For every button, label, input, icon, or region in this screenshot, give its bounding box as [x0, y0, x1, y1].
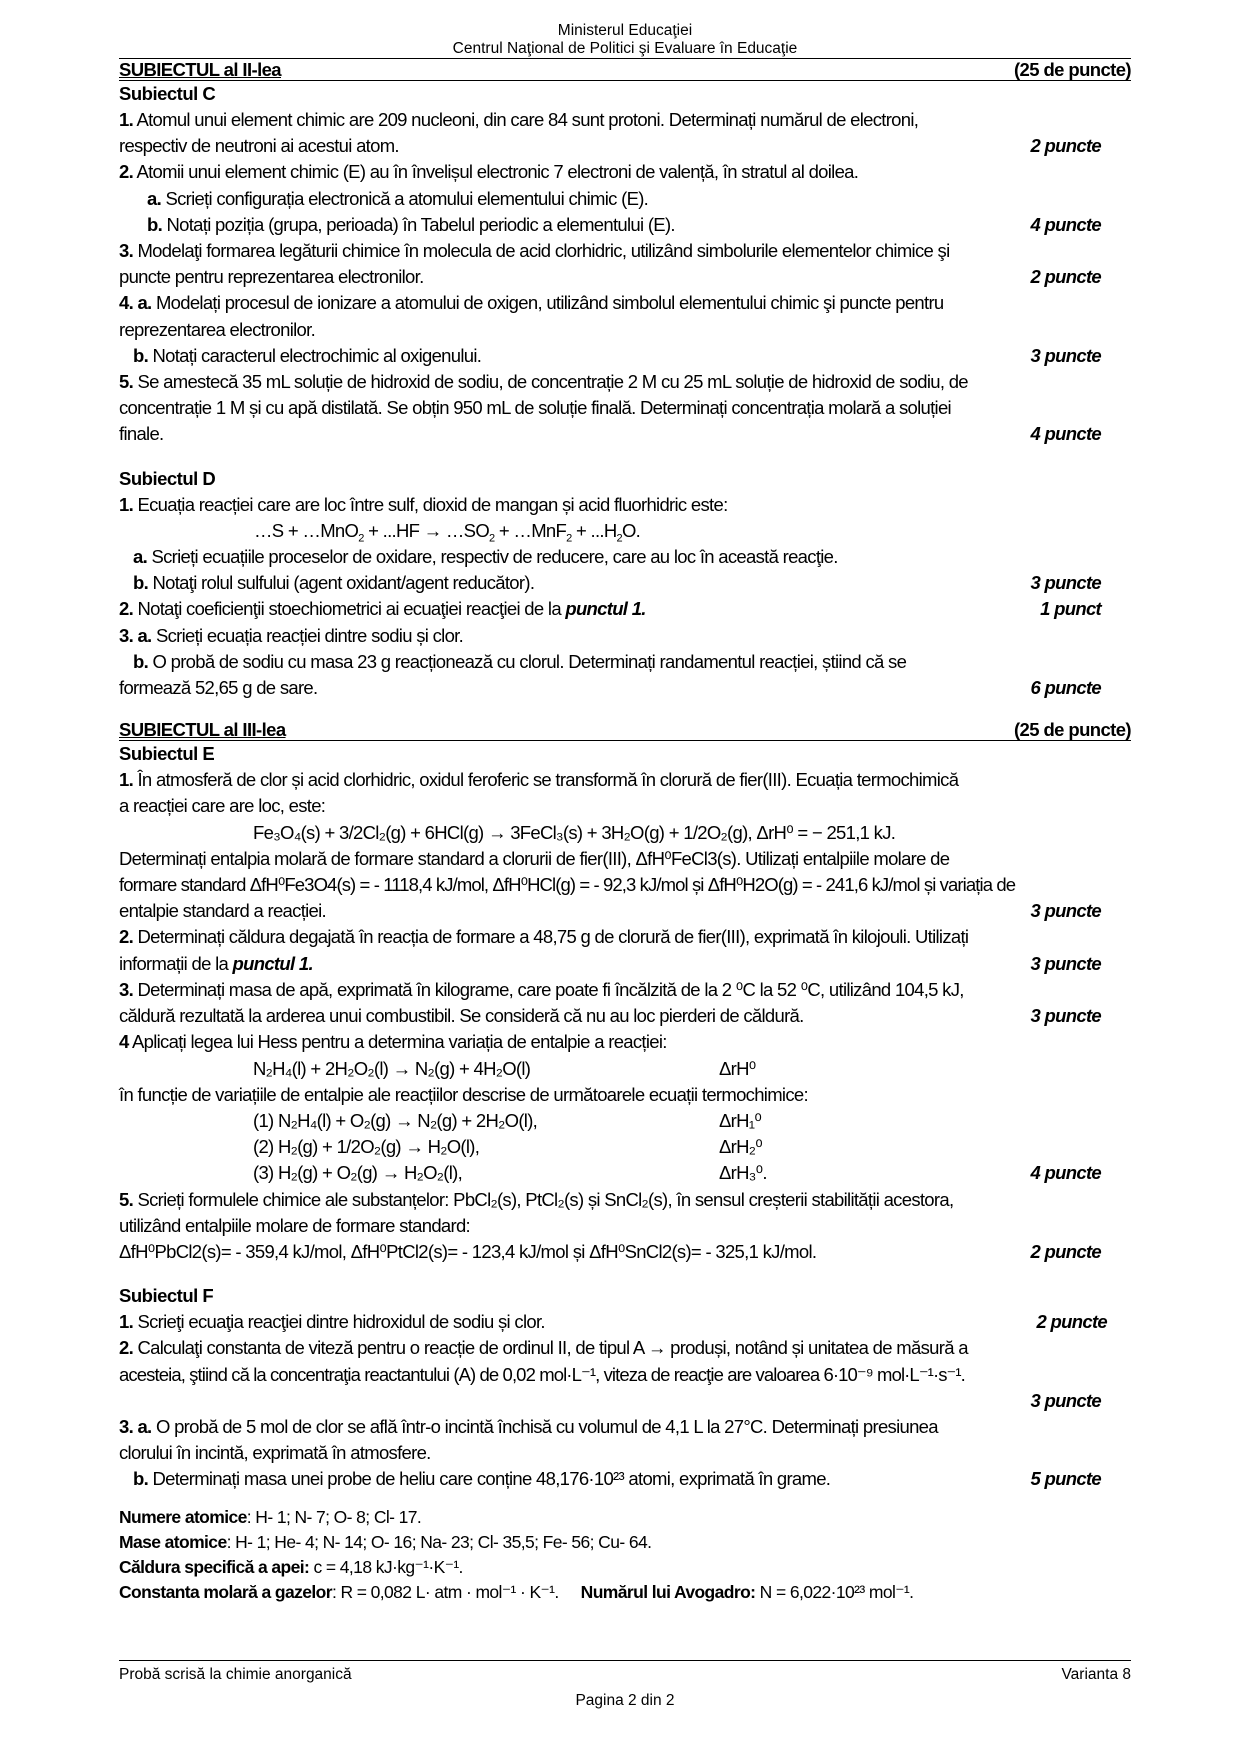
- f1-points: 2 puncte: [1036, 1311, 1107, 1333]
- d2-line: 2. Notaţi coeficienţii stoechiometrici ai ecuaţiei reacţiei de la punctul 1. 1 punct: [119, 596, 1131, 622]
- c2-line: 2. Atomii unui element chimic (E) au în învelișul electronic 7 electroni de valență, în stratul al doilea.: [119, 161, 859, 183]
- c4-points: 3 puncte: [1030, 344, 1101, 366]
- e2-line2: informații de la punctul 1. 3 puncte: [119, 951, 1131, 977]
- c5-line1: 5. Se amestecă 35 mL soluție de hidroxid de sodiu, de concentrație 2 M cu 25 mL soluție de hidroxid de sodiu, de: [119, 371, 968, 393]
- e1-line2: a reacției care are loc, este:: [119, 795, 326, 817]
- c3-line1: 3. Modelaţi formarea legăturii chimice în molecula de acid clorhidric, utilizând simbolurile elementelor chimice şi: [119, 240, 950, 262]
- d1a-line: a. Scrieți ecuațiile proceselor de oxidare, respectiv de reducere, care au loc în această reacţie.: [133, 546, 838, 568]
- e1-line1: 1. În atmosferă de clor și acid clorhidric, oxidul feroferic se transformă în clorură de fier(III). Ecuația termochimică: [119, 769, 959, 791]
- c4-line2: reprezentarea electronilor.: [119, 318, 316, 340]
- c1-points: 2 puncte: [1030, 135, 1101, 157]
- e4-points: 4 puncte: [1030, 1162, 1101, 1184]
- e5-line3: ΔfH⁰PbCl2(s)= - 359,4 kJ/mol, ΔfH⁰PtCl2(s)= - 123,4 kJ/mol și ΔfH⁰SnCl2(s)= - 325,1 kJ/mol. 2 puncte: [119, 1239, 1131, 1265]
- footer: [119, 1660, 1131, 1711]
- section-3-title: SUBIECTUL al III-lea: [119, 719, 286, 741]
- f2-line3: [119, 1388, 1131, 1414]
- e4-line1: 4 Aplicați legea lui Hess pentru a determina variația de entalpie a reacției:: [119, 1031, 667, 1053]
- footer-rule: [119, 1660, 1131, 1661]
- gas-constant: Constanta molară a gazelor: R = 0,082 L· atm · mol⁻¹ · K⁻¹. Numărul lui Avogadro: N = 6,022·10²³ mol⁻¹.: [119, 1581, 914, 1602]
- e5-line1: 5. Scrieți formulele chimice ale substanțelor: PbCl₂(s), PtCl₂(s) și SnCl₂(s), în sensul creșterii stabilității acestora,: [119, 1188, 954, 1210]
- e4-line2: în funcție de variațiile de entalpie ale reacțiilor descrise de următoarele ecuații termochimice:: [119, 1083, 808, 1105]
- e4-reaction-2: (2) H₂(g) + 1/2O₂(g) → H₂O(l), ΔrH₂⁰: [253, 1136, 762, 1158]
- d1-points: 3 puncte: [1030, 572, 1101, 594]
- subject-d-title: Subiectul D: [119, 467, 216, 489]
- c4-line1: 4. a. Modelați procesul de ionizare a atomului de oxigen, utilizând simbolul elementului chimic şi puncte pentru: [119, 292, 944, 314]
- c5-points: 4 puncte: [1030, 423, 1101, 445]
- e2-points: 3 puncte: [1030, 952, 1101, 974]
- e2-line1: 2. Determinați căldura degajată în reacția de formare a 48,75 g de clorură de fier(III), exprimată în kilojouli. Utilizați: [119, 926, 969, 948]
- subject-c-title: Subiectul C: [119, 83, 216, 104]
- c3-line2: puncte pentru reprezentarea electronilor. 2 puncte: [119, 264, 1131, 290]
- e4-equation: N₂H₄(l) + 2H₂O₂(l) → N₂(g) + 4H₂O(l) ΔrH⁰: [253, 1057, 756, 1079]
- specific-heat: Căldura specifică a apei: c = 4,18 kJ·kg⁻¹·K⁻¹.: [119, 1556, 463, 1577]
- d3b-line1: b. O probă de sodiu cu masa 23 g reacționează cu clorul. Determinați randamentul reacției, știind că se: [133, 650, 907, 672]
- f2-line2: acesteia, ştiind că la concentraţia reactantului (A) de 0,02 mol·L⁻¹, viteza de reacţie are valoarea 6·10⁻⁹ mol·L⁻¹·s⁻¹.: [119, 1363, 965, 1385]
- c1-line2: respectiv de neutroni ai acestui atom. 2 puncte: [119, 133, 1131, 159]
- document-page: [119, 22, 1131, 1709]
- footer-exam: Probă scrisă la chimie anorganică: [119, 1666, 352, 1683]
- d1b-line: b. Notaţi rolul sulfului (agent oxidant/agent reducător). 3 puncte: [119, 570, 1131, 596]
- d1-equation: …S + …MnO$_2$ + $...HF \to \dots SO_2$ + …MnF$_2$ + $...H_2O$.: [254, 519, 641, 545]
- f3-line1: 3. a. O probă de 5 mol de clor se află într-o incintă închisă cu volumul de 4,1 L la 27°C. Determinați presiunea: [119, 1415, 938, 1437]
- footer-variant: Varianta 8: [1061, 1666, 1131, 1683]
- e3-points: 3 puncte: [1030, 1005, 1101, 1027]
- e1-points: 3 puncte: [1030, 900, 1101, 922]
- subject-f-title: Subiectul F: [119, 1285, 214, 1307]
- header-center: Centrul Naţional de Politici şi Evaluare în Educaţie: [452, 40, 798, 57]
- d2-points: 1 punct: [1040, 598, 1101, 620]
- section-2-heading: [119, 59, 1131, 80]
- c4b-line: b. Notați caracterul electrochimic al oxigenului. 3 puncte: [119, 343, 1131, 369]
- f2-line1: 2. Calculaţi constanta de viteză pentru o reacție de ordinul II, de tipul A → produși, notând și unitatea de măsură a: [119, 1337, 968, 1359]
- e3-line2: căldură rezultată la arderea unui combustibil. Se consideră că nu au loc pierderi de căldură. 3 puncte: [119, 1003, 1131, 1029]
- c5-line3: finale. 4 puncte: [119, 421, 1131, 447]
- f3-line2: clorului în incintă, exprimată în atmosfere.: [119, 1442, 431, 1464]
- header: [119, 22, 1131, 58]
- header-ministry: Ministerul Educaţiei: [557, 22, 693, 39]
- d3-line: 3. a. Scrieți ecuația reacției dintre sodiu și clor.: [119, 624, 464, 646]
- c2-points: 4 puncte: [1030, 213, 1101, 235]
- f3b-line: b. Determinați masa unei probe de heliu care conține 48,176·10²³ atomi, exprimată în grame. 5 puncte: [119, 1466, 1131, 1492]
- c3-points: 2 puncte: [1030, 266, 1101, 288]
- e1-line4: formare standard ΔfH⁰Fe3O4(s) = - 1118,4 kJ/mol, ΔfH⁰HCl(g) = - 92,3 kJ/mol și ΔfH⁰H2O(g) = - 241,6 kJ/mol și variația de: [119, 874, 1016, 896]
- footer-page-number: Pagina 2 din 2: [575, 1692, 675, 1709]
- atomic-numbers: Numere atomice: H- 1; N- 7; O- 8; Cl- 17.: [119, 1506, 422, 1527]
- section-2-points: (25 de puncte): [1013, 59, 1131, 80]
- subject-e-title: Subiectul E: [119, 743, 215, 765]
- e1-line3: Determinați entalpia molară de formare standard a clorurii de fier(III), ΔfH⁰FeCl3(s). Utilizați entalpiile molare de: [119, 847, 950, 869]
- section-3-heading: [119, 719, 1131, 740]
- section-3-points: (25 de puncte): [1013, 719, 1131, 741]
- e5-points: 2 puncte: [1030, 1240, 1101, 1262]
- d3b-line2: formează 52,65 g de sare. 6 puncte: [119, 675, 1131, 701]
- e1-line5: entalpie standard a reacției. 3 puncte: [119, 898, 1131, 924]
- f3-points: 5 puncte: [1030, 1468, 1101, 1490]
- section-2-title: SUBIECTUL al II-lea: [119, 59, 281, 80]
- f1-line: 1. Scrieţi ecuaţia reacţiei dintre hidroxidul de sodiu și clor. 2 puncte: [119, 1309, 1131, 1335]
- c2a-line: a. Scrieți configurația electronică a atomului elementului chimic (E).: [147, 187, 649, 209]
- c2b-line: b. Notați poziția (grupa, perioada) în Tabelul periodic a elementului (E). 4 puncte: [119, 212, 1131, 238]
- e4-reaction-3: (3) H₂(g) + O₂(g) → H₂O₂(l), ΔrH₃⁰. 4 puncte: [119, 1160, 1131, 1186]
- c1-line1: 1. Atomul unui element chimic are 209 nucleoni, din care 84 sunt protoni. Determinați numărul de electroni,: [119, 109, 919, 130]
- d1-line: 1. Ecuația reacției care are loc între sulf, dioxid de mangan și acid fluorhidric este:: [119, 493, 728, 515]
- e1-equation: Fe₃O₄(s) + 3/2Cl₂(g) + 6HCl(g) → 3FeCl₃(s) + 3H₂O(g) + 1/2O₂(g), ΔrH⁰ = − 251,1 kJ.: [253, 821, 896, 843]
- e3-line1: 3. Determinați masa de apă, exprimată în kilograme, care poate fi încălzită de la 2 ⁰C la 52 ⁰C, utilizând 104,5 kJ,: [119, 978, 964, 1000]
- d3-points: 6 puncte: [1030, 677, 1101, 699]
- e4-reaction-1: (1) N₂H₄(l) + O₂(g) → N₂(g) + 2H₂O(l), ΔrH₁⁰: [253, 1109, 762, 1131]
- e5-line2: utilizând entalpiile molare de formare standard:: [119, 1214, 470, 1236]
- c5-line2: concentrație 1 M și cu apă distilată. Se obțin 950 mL de soluție finală. Determinați concentrația molară a soluției: [119, 397, 951, 419]
- atomic-masses: Mase atomice: H- 1; He- 4; N- 14; O- 16; Na- 23; Cl- 35,5; Fe- 56; Cu- 64.: [119, 1531, 652, 1552]
- f2-points: 3 puncte: [1030, 1389, 1101, 1411]
